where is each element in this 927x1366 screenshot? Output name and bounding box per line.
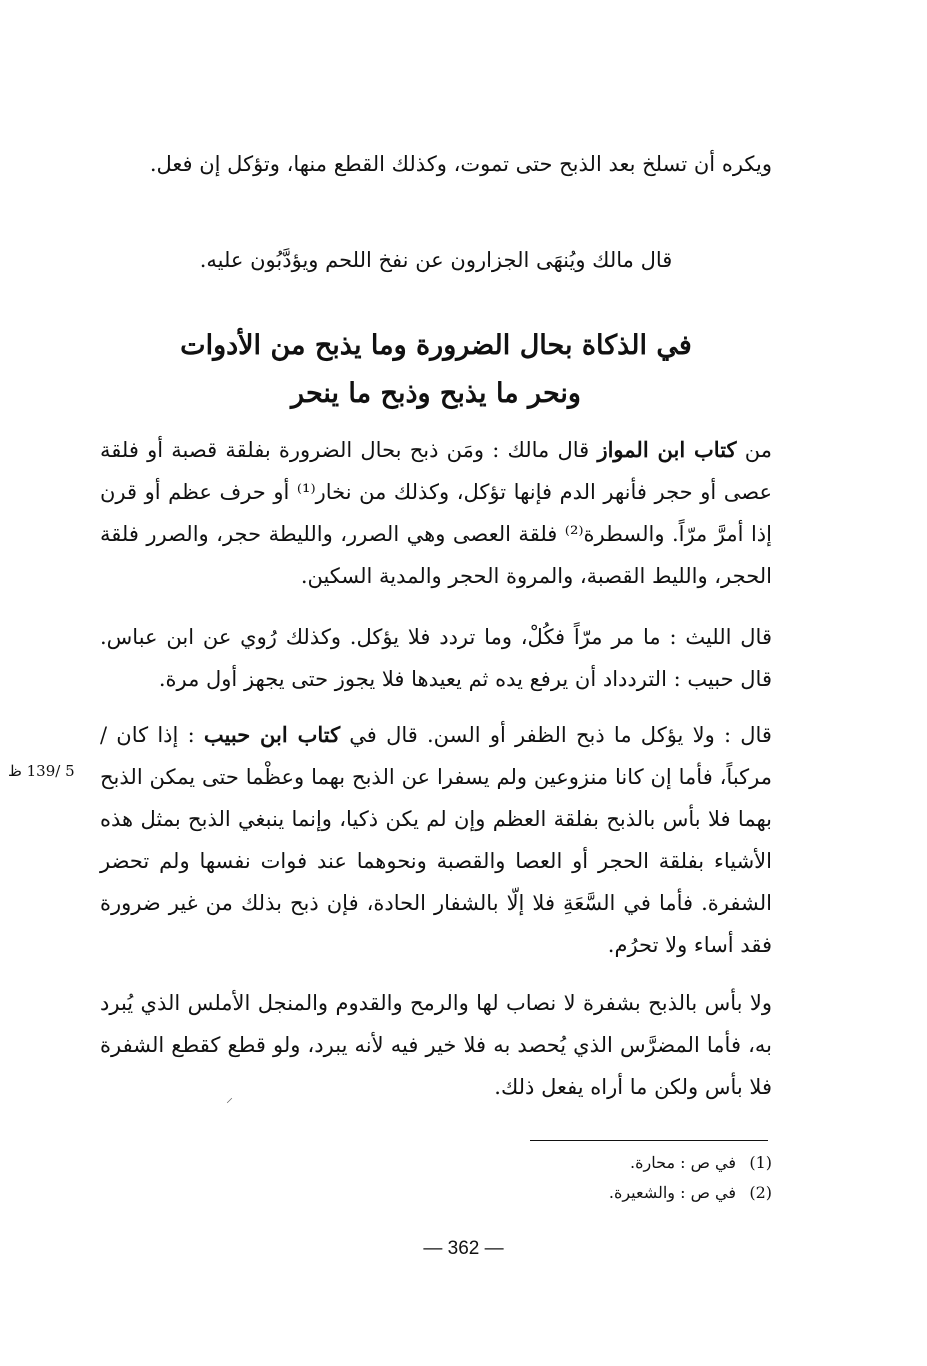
- source-title-ibn-habib: كتاب ابن حبيب: [203, 722, 341, 747]
- paragraph-3-text: [100, 429, 772, 597]
- paragraph-3-body: قال مالك : ومَن ذبح بحال الضرورة بفلقة قصبة أو فلقة عصى أو حجر فأنهر الدم فإنها تؤكل، وكذلك من نخار⁽¹⁾ أو حرف عظم أو قرن إذا أمرَّ مرّاً. والسطرة⁽²⁾ فلقة العصى وهي الصرر، والليطة حجر، والصرر فلقة الحجر، والليط القصبة، والمروة الحجر والمدية السكين.: [100, 438, 772, 588]
- footnote-2-number: (2): [749, 1183, 772, 1202]
- paragraph-4: [100, 616, 772, 700]
- paragraph-1-text: ويكره أن تسلخ بعد الذبح حتى تموت، وكذلك القطع منها، وتؤكل إن فعل.: [149, 152, 772, 176]
- folio-margin-note: 5 /139 ظ: [8, 762, 75, 780]
- paragraph-4-text: قال الليث : ما مر مرّاً فكُلْ، وما تردد فلا يؤكل. وكذلك رُوي عن ابن عباس. قال حبيب : التردداد أن يرفع يده ثم يعيدها فلا يجوز حتى يجهز أول مرة.: [100, 625, 772, 691]
- paragraph-2: [100, 239, 772, 281]
- paragraph-1: [100, 143, 772, 185]
- paragraph-3: [100, 429, 772, 597]
- page-number: — 362 —: [423, 1238, 504, 1259]
- footnote-1: [400, 1150, 772, 1176]
- footnote-1-text: في ص : محارة.: [630, 1153, 736, 1172]
- footnote-divider: [530, 1140, 768, 1141]
- footnote-2-text: في ص : والشعيرة.: [608, 1183, 736, 1202]
- paragraph-5-body: : إذا كان / مركباً، فأما إن كانا منزوعين ولم يسفرا عن الذبح بهما وعظْما حتى يمكن الذبح بهما فلا بأس بالذبح بفلقة العظم وإن لم يكن ذكيا، وإنما ينبغي الذبح بمثل هذه الأشياء بفلقة الحجر أو العصا والقصبة ونحوهما عند فوات نفسها ولم تحضر الشفرة. فأما في السَّعَةِ فلا إلّا بالشفار الحادة، فإن ذبح بذلك من غير ضرورة فقد أساء ولا تحرُم.: [100, 723, 772, 957]
- section-heading: [100, 322, 772, 418]
- paragraph-6: [100, 982, 772, 1108]
- footnote-1-number: (1): [749, 1153, 772, 1172]
- source-title-ibn-al-mawaz: كتاب ابن المواز: [597, 437, 737, 462]
- paragraph-6-text: ولا بأس بالذبح بشفرة لا نصاب لها والرمح والقدوم والمنجل الأملس الذي يُبرد به، فأما المضرَّس الذي يُحصد به فلا خير فيه لأنه يبرد، ولو قطع كقطع الشفرة فلا بأس ولكن ما أراه يفعل ذلك.: [100, 991, 772, 1099]
- paragraph-5: [100, 714, 772, 966]
- paragraph-2-text: قال مالك ويُنهَى الجزارون عن نفخ اللحم ويؤدَّبُون عليه.: [199, 248, 673, 272]
- section-heading-line-1: في الذكاة بحال الضرورة وما يذبح من الأدوات: [180, 330, 692, 361]
- footnote-2: [400, 1180, 772, 1206]
- scan-mark: ⸝: [226, 1090, 233, 1106]
- paragraph-5-text: [100, 714, 772, 966]
- paragraph-5-lead: قال : ولا يؤكل ما ذبح الظفر أو السن. قال في: [340, 723, 772, 747]
- paragraph-3-lead: من: [736, 438, 773, 462]
- section-heading-line-2: ونحر ما يذبح وذبح ما ينحر: [291, 378, 581, 409]
